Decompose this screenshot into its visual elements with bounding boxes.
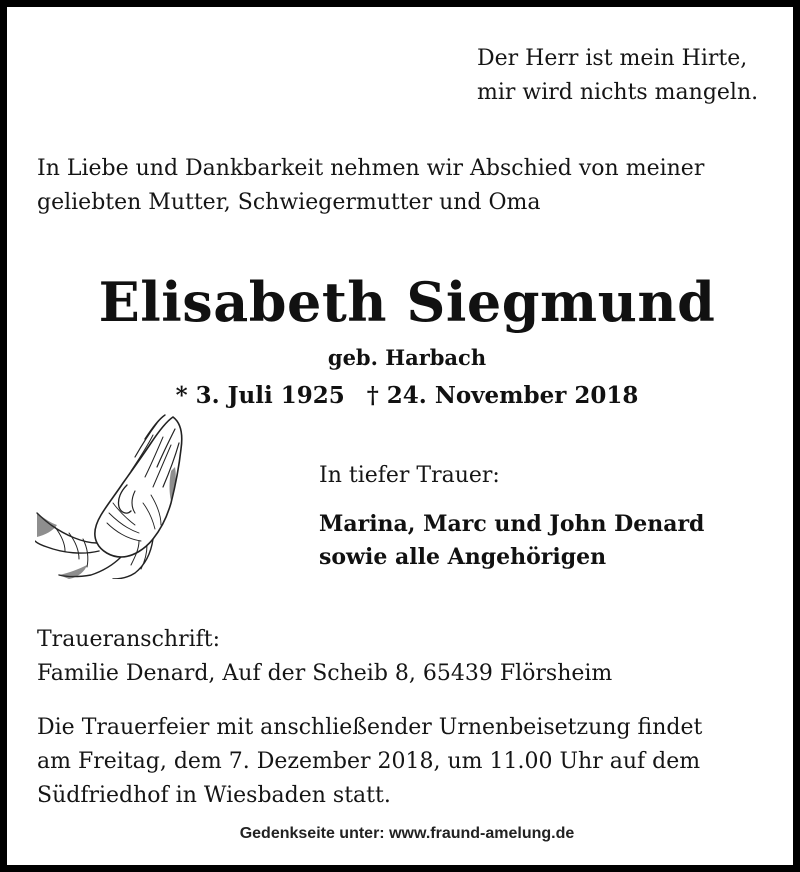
deceased-name: Elisabeth Siegmund [98, 270, 716, 334]
intro-line-1: In Liebe und Dankbarkeit nehmen wir Abschied von meiner [37, 156, 705, 181]
mourners-line-1: Marina, Marc und John Denard [319, 511, 705, 537]
mourners [319, 508, 704, 574]
verse-line-1: Der Herr ist mein Hirte, [477, 46, 748, 71]
mourning-address [37, 623, 777, 691]
ceremony-line-1: Die Trauerfeier mit anschließender Urnenbeisetzung findet [37, 715, 703, 740]
ceremony-line-2: am Freitag, dem 7. Dezember 2018, um 11.00 Uhr auf dem [37, 749, 701, 774]
ceremony-line-3: Südfriedhof in Wiesbaden statt. [37, 783, 391, 808]
verse-line-2: mir wird nichts mangeln. [477, 80, 759, 105]
memorial-website: Gedenkseite unter: www.fraund-amelung.de [239, 825, 575, 842]
praying-hands-icon [35, 407, 185, 579]
mourners-line-2: sowie alle Angehörigen [319, 544, 607, 570]
address-label: Traueranschrift: [37, 627, 221, 652]
death-date: † 24. November 2018 [366, 382, 639, 409]
address-text: Familie Denard, Auf der Scheib 8, 65439 Flörsheim [37, 661, 613, 686]
birth-date: * 3. Juli 1925 [175, 382, 345, 409]
mourning-label: In tiefer Trauer: [319, 463, 500, 488]
intro-line-2: geliebten Mutter, Schwiegermutter und Oma [37, 190, 541, 215]
maiden-name: geb. Harbach [327, 345, 487, 370]
intro-text [37, 152, 777, 220]
ceremony-info [37, 711, 777, 813]
bible-verse [477, 42, 787, 110]
